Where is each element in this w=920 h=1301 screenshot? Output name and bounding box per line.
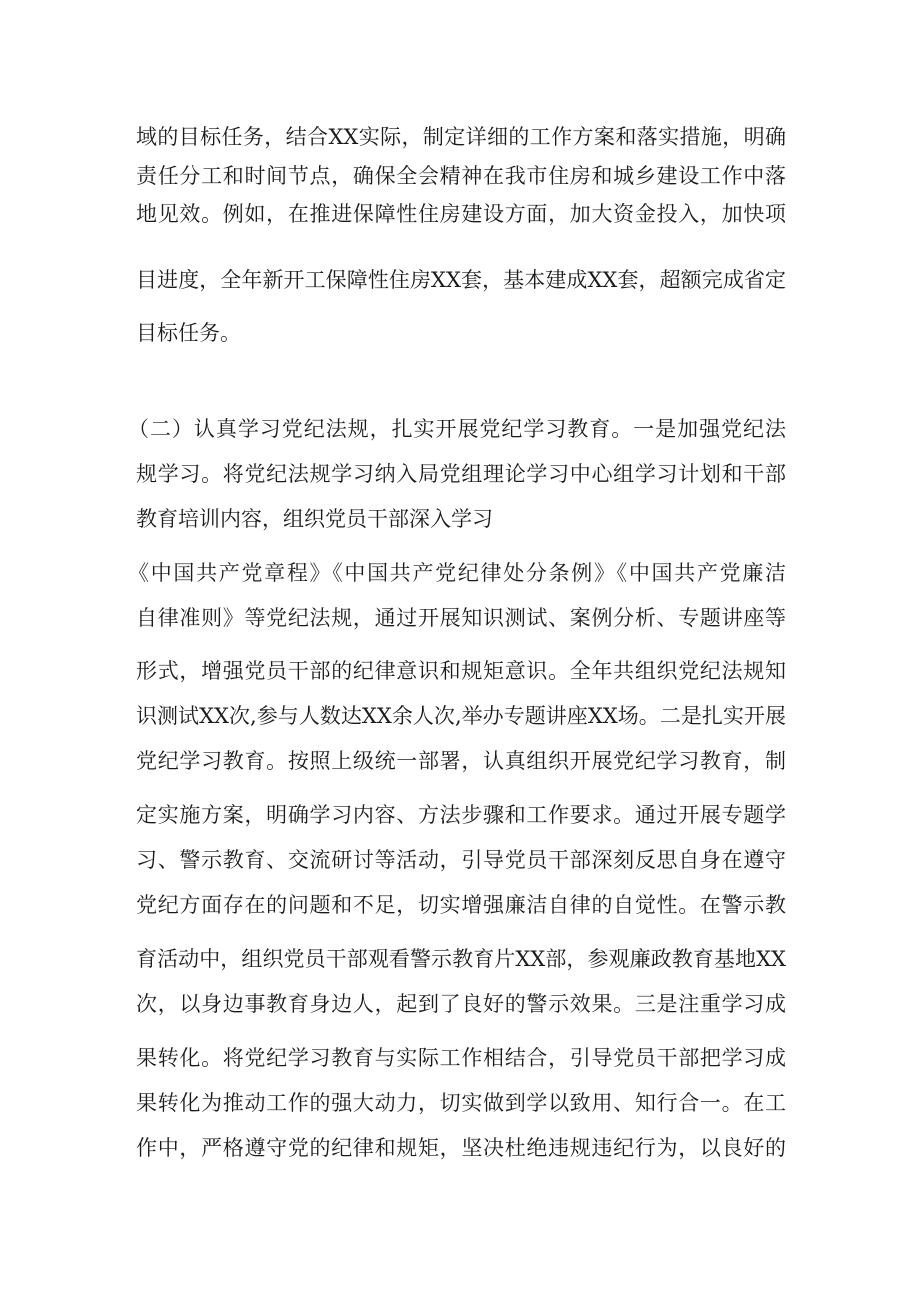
paragraph-1-line-4: 目进度，全年新开工保障性住房XX套，基本建成XX套，超额完成省定 xyxy=(136,268,786,292)
paragraph-2-line-2: 规学习。将党纪法规学习纳入局党组理论学习中心组学习计划和干部 xyxy=(136,462,786,486)
paragraph-2-line-6: 形式，增强党员干部的纪律意识和规矩意识。全年共组织党纪法规知 xyxy=(136,659,786,683)
paragraph-1-line-5: 目标任务。 xyxy=(136,321,241,345)
paragraph-2-line-3: 教育培训内容，组织党员干部深入学习 xyxy=(136,507,493,531)
paragraph-2-line-4: 《中国共产党章程》《中国共产党纪律处分条例》《中国共产党廉洁 xyxy=(128,561,786,585)
paragraph-2-line-8: 党纪学习教育。按照上级统一部署，认真组织开展党纪学习教育，制 xyxy=(136,749,786,773)
paragraph-2-line-11: 党纪方面存在的问题和不足，切实增强廉洁自律的自觉性。在警示教 xyxy=(136,893,786,917)
paragraph-2-line-13: 次，以身边事教育身边人，起到了良好的警示效果。三是注重学习成 xyxy=(136,992,786,1016)
paragraph-2-line-9: 定实施方案，明确学习内容、方法步骤和工作要求。通过开展专题学 xyxy=(136,803,786,827)
paragraph-1-line-2: 责任分工和时间节点，确保全会精神在我市住房和城乡建设工作中落 xyxy=(136,164,786,188)
paragraph-2-line-10: 习、警示教育、交流研讨等活动，引导党员干部深刻反思自身在遵守 xyxy=(136,848,786,872)
paragraph-1-line-1: 域的目标任务，结合XX实际，制定详细的工作方案和落实措施，明确 xyxy=(136,125,786,149)
paragraph-2-line-15: 果转化为推动工作的强大动力，切实做到学以致用、知行合一。在工 xyxy=(136,1091,786,1115)
paragraph-2-line-12: 育活动中，组织党员干部观看警示教育片XX部，参观廉政教育基地XX xyxy=(136,947,786,971)
paragraph-2-line-5: 自律准则》等党纪法规，通过开展知识测试、案例分析、专题讲座等 xyxy=(136,606,786,630)
paragraph-2-line-1: （二）认真学习党纪法规，扎实开展党纪学习教育。一是加强党纪法 xyxy=(128,417,786,441)
paragraph-2-line-7: 识测试XX次,参与人数达XX余人次,举办专题讲座XX场。二是扎实开展 xyxy=(136,704,786,728)
paragraph-2-line-16: 作中，严格遵守党的纪律和规矩，坚决杜绝违规违纪行为，以良好的 xyxy=(136,1136,786,1160)
paragraph-2-line-14: 果转化。将党纪学习教育与实际工作相结合，引导党员干部把学习成 xyxy=(136,1046,786,1070)
paragraph-1-line-3: 地见效。例如，在推进保障性住房建设方面，加大资金投入，加快项 xyxy=(136,202,786,226)
